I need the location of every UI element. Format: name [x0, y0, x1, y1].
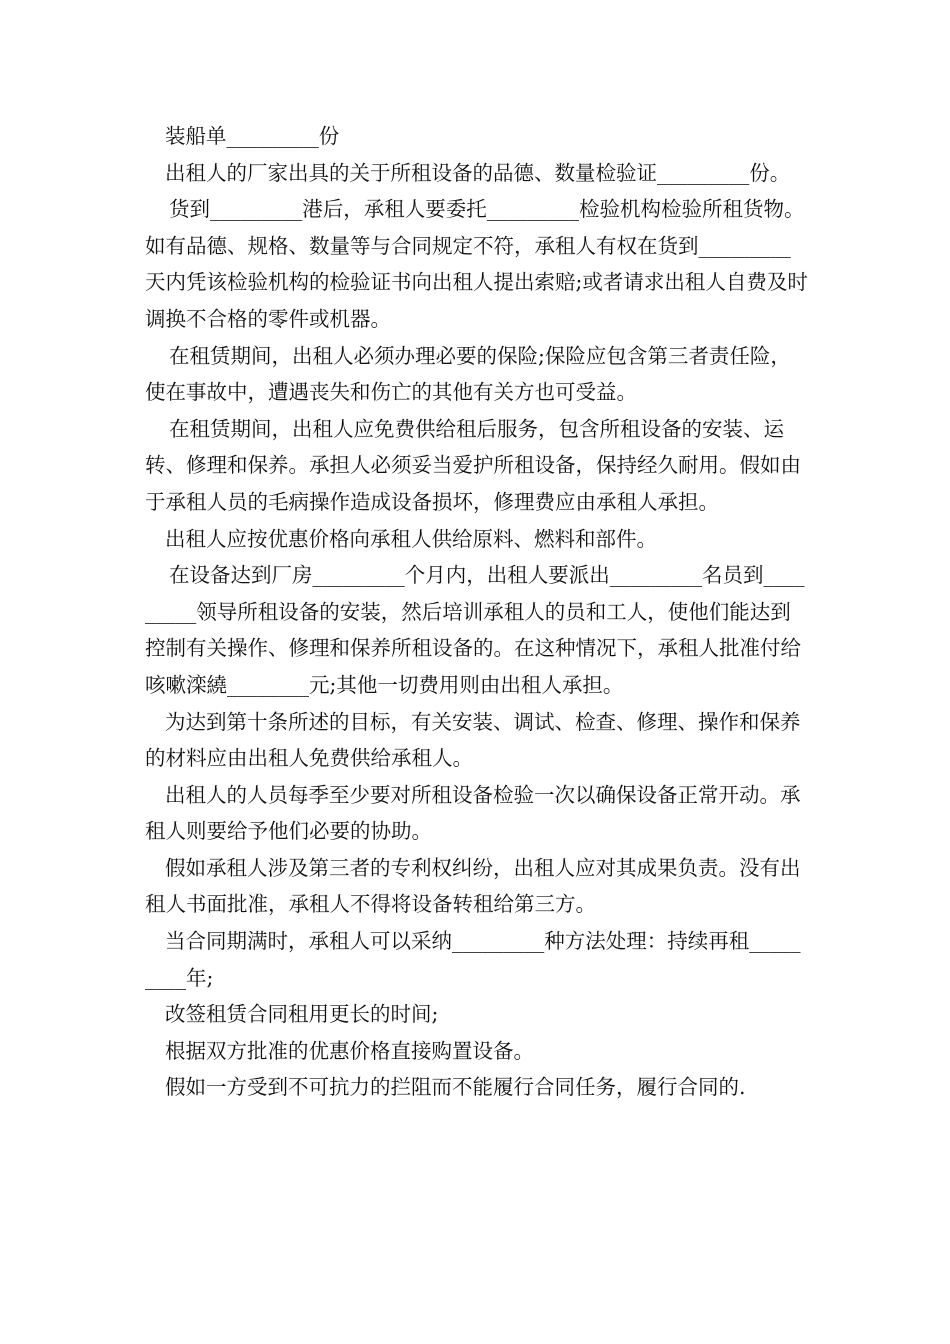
- paragraph-inspection-certificate: 出租人的厂家出具的关于所租设备的品德、数量检验证_________份。: [165, 160, 791, 185]
- paragraph-insurance: 在租赁期间，出租人必须办理必要的保险;保险应包含第三者责任险，使在事故中，遭遇丧失和伤亡的其他有关方也可受益。: [145, 343, 791, 405]
- paragraph-quarterly-inspection: 出租人的人员每季至少要对所租设备检验一次以确保设备正常开动。承租人则要给予他们必要的协助。: [145, 782, 801, 844]
- paragraph-goods-arrival: 货到_________港后，承租人要委托_________检验机构检验所租货物。如有品德、规格、数量等与合同规定不符，承租人有权在货到_________天内凭该检验机构的检验证书向出租人提出索赔;或者请求出租人自费及时调换不合格的零件或机器。: [145, 197, 808, 331]
- document-body: [145, 118, 810, 1106]
- paragraph-documentation: 为达到第十条所述的目标，有关安装、调试、检查、修理、操作和保养的材料应由出租人免费供给承租人。: [145, 709, 801, 771]
- paragraph-patent-dispute: 假如承租人涉及第三者的专利权纠纷，出租人应对其成果负责。没有出租人书面批准，承租人不得将设备转租给第三方。: [145, 855, 801, 917]
- paragraph-force-majeure: 假如一方受到不可抗力的拦阻而不能履行合同任务，履行合同的.: [165, 1075, 746, 1100]
- paragraph-shipping-bill: 装船单_________份: [165, 124, 340, 148]
- paragraph-renew-lease: 改签租赁合同租用更长的时间;: [165, 1002, 439, 1027]
- paragraph-contract-expiry: 当合同期满时，承租人可以采纳_________种方法处理：持续再租_________年;: [145, 929, 801, 990]
- paragraph-installation: 在设备达到厂房_________个月内，出租人要派出_________名员到_________领导所租设备的安装，然后培训承租人的员和工人，使他们能达到控制有关操作、修理和保养所租设备的。在这种情况下，承租人批准付给咳嗽滦繞________元;其他一切费用则由出租人承担。: [145, 563, 805, 697]
- paragraph-purchase-option: 根据双方批准的优惠价格直接购置设备。: [165, 1038, 534, 1063]
- paragraph-service: 在租赁期间，出租人应免费供给租后服务，包含所租设备的安装、运转、修理和保养。承担人必须妥当爱护所租设备，保持经久耐用。假如由于承租人员的毛病操作造成设备损坏，修理费应由承租人承担。: [145, 416, 801, 514]
- paragraph-materials-supply: 出租人应按优惠价格向承租人供给原料、燃料和部件。: [165, 526, 657, 551]
